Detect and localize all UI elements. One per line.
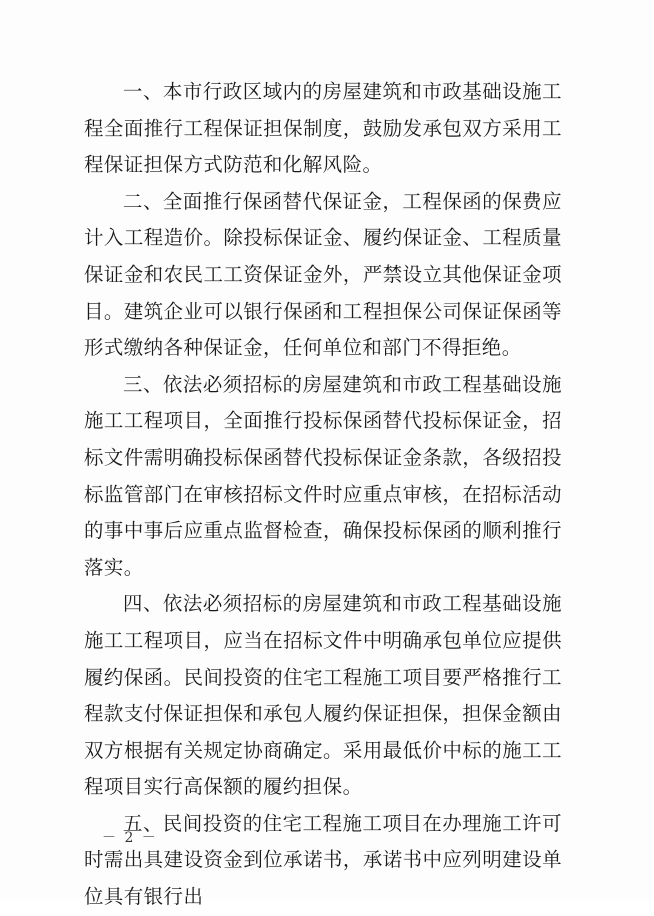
paragraph-2: 二、全面推行保函替代保证金，工程保函的保费应计入工程造价。除投标保证金、履约保证金、工程质量保证金和农民工工资保证金外，严禁设立其他保证金项目。建筑企业可以银行保函和工程担保公司保证保函等形式缴纳各种保证金，任何单位和部门不得拒绝。: [84, 189, 562, 360]
page-number: － 2 －: [102, 830, 158, 846]
paragraph-5: 五、民间投资的住宅工程施工项目在办理施工许可时需出具建设资金到位承诺书，承诺书中应列明建设单位具有银行出: [84, 811, 562, 909]
paragraph-1: 一、本市行政区域内的房屋建筑和市政基础设施工程全面推行工程保证担保制度，鼓励发承包双方采用工程保证担保方式防范和化解风险。: [84, 80, 562, 177]
paragraph-3: 三、依法必须招标的房屋建筑和市政工程基础设施施工工程项目，全面推行投标保函替代投标保证金，招标文件需明确投标保函替代投标保证金条款，各级招投标监管部门在审核招标文件时应重点审核，在招标活动的事中事后应重点监督检查，确保投标保函的顺利推行落实。: [84, 372, 562, 579]
paragraph-4: 四、依法必须招标的房屋建筑和市政工程基础设施施工工程项目，应当在招标文件中明确承包单位应提供履约保函。民间投资的住宅工程施工项目要严格推行工程款支付保证担保和承包人履约保证担保，担保金额由双方根据有关规定协商确定。采用最低价中标的施工工程项目实行高保额的履约担保。: [84, 592, 562, 799]
document-body: [84, 74, 562, 916]
